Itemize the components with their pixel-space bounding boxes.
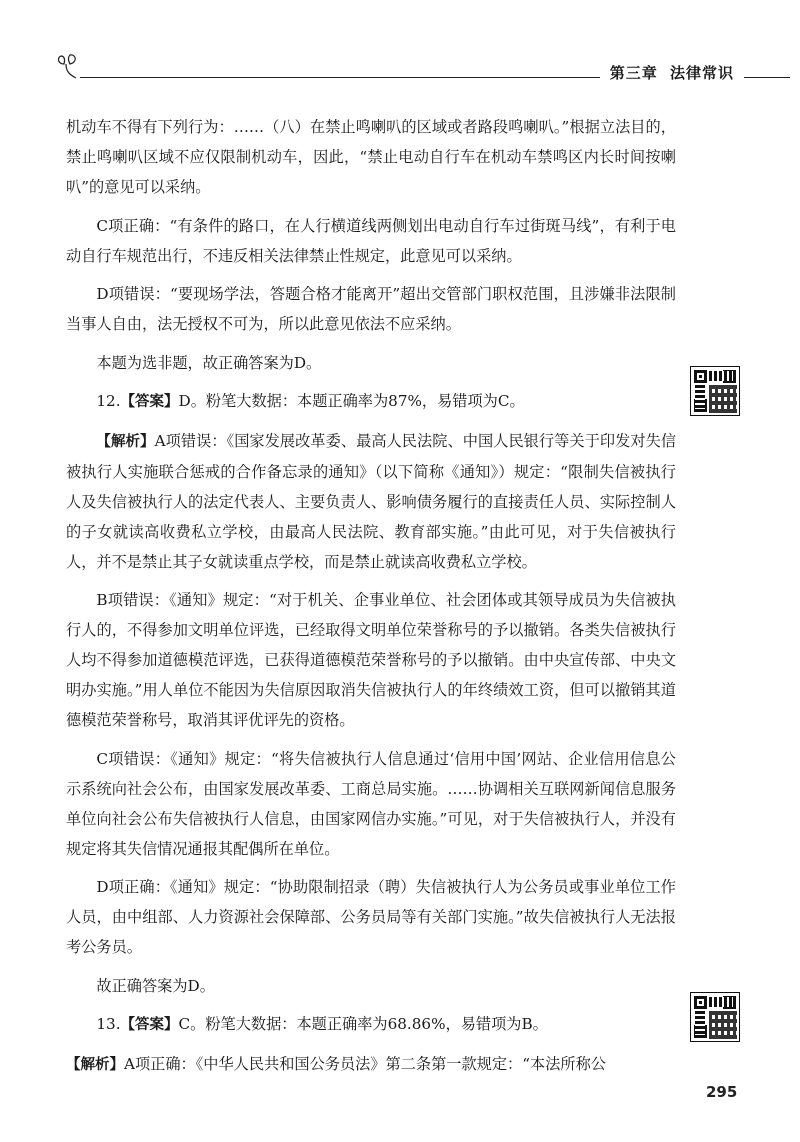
page-header (54, 52, 790, 82)
q13-analysis-text: A项正确：《中华人民共和国公务员法》第二条第一款规定：“本法所称公 (124, 1054, 606, 1073)
paragraph: C项正确：“有条件的路口，在人行横道线两侧划出电动自行车过街斑马线”，有利于电动自行车规范出行，不违反相关法律禁止性规定，此意见可以采纳。 (66, 216, 676, 265)
page-number: 295 (706, 1083, 738, 1101)
analysis-tag: 【解析】 (66, 1056, 124, 1073)
q13-answer-text: C。粉笔大数据：本题正确率为68.86%，易错项为B。 (178, 1015, 548, 1033)
answer-tag: 【答案】 (120, 394, 179, 410)
qr-code-q12[interactable] (690, 366, 740, 416)
header-rule-left (80, 77, 600, 78)
page-body (66, 112, 676, 1088)
paragraph: D项正确：《通知》规定：“协助限制招录（聘）失信被执行人为公务员或事业单位工作人员，由中组部、人力资源社会保障部、公务员局等有关部门实施。”故失信被执行人无法报考公务员。 (66, 878, 676, 956)
paragraph: C项错误：《通知》规定：“将失信被执行人信息通过‘信用中国’网站、企业信用信息公示系统向社会公布，由国家发展改革委、工商总局实施。……协调相关互联网新闻信息服务单位向社会公布失信被执行人信息，由国家网信办实施。”可见，对于失信被执行人，并没有规定将其失信情况通报其配偶所在单位。 (66, 749, 676, 858)
q13-analysis (66, 1049, 676, 1080)
q12-answer-text: D。粉笔大数据：本题正确率为87%，易错项为C。 (178, 392, 525, 410)
q12-analysis-text: A项错误：《国家发展改革委、最高人民法院、中国人民银行等关于印发对失信被执行人实施联合惩戒的合作备忘录的通知》（以下简称《通知》）规定：“限制失信被执行人及失信被执行人的法定代表人、主要负责人、影响债务履行的直接责任人员、实际控制人的子女就读高收费私立学校，由最高人民法院、教育部实施。”由此可见，对于失信被执行人，并不是禁止其子女就读重点学校，而是禁止就读高收费私立学校。 (66, 431, 677, 571)
chapter-title (604, 62, 734, 83)
section-label: 法律常识 (669, 64, 734, 82)
chapter-label: 第三章 (609, 64, 658, 82)
q13-answer (66, 1009, 676, 1040)
answer-tag: 【答案】 (120, 1017, 179, 1033)
qr-code-q13[interactable] (690, 992, 740, 1042)
paragraph: B项错误：《通知》规定：“对于机关、企事业单位、社会团体或其领导成员为失信被执行人的，不得参加文明单位评选，已经取得文明单位荣誉称号的予以撤销。各类失信被执行人均不得参加道德模范评选，已获得道德模范荣誉称号的予以撤销。由中央宣传部、中央文明办实施。”用人单位不能因为失信原因取消失信被执行人的年终绩效工资，但可以撤销其道德模范荣誉称号，取消其评优评先的资格。 (66, 591, 676, 729)
header-rule-right (744, 77, 790, 78)
paragraph: 故正确答案为D。 (96, 976, 215, 995)
paragraph: D项错误：“要现场学法，答题合格才能离开”超出交管部门职权范围，且涉嫌非法限制当事人自由，法无授权不可为，所以此意见依法不应采纳。 (66, 285, 676, 333)
paragraph: 本题为选非题，故正确答案为D。 (96, 353, 322, 372)
q12-answer (66, 386, 676, 417)
sprout-icon (54, 52, 84, 80)
q12-analysis (66, 426, 676, 577)
q12-number: 12. (96, 392, 121, 410)
analysis-tag: 【解析】 (96, 433, 155, 450)
q13-number: 13. (96, 1015, 121, 1033)
paragraph: 机动车不得有下列行为：……（八）在禁止鸣喇叭的区域或者路段鸣喇叭。”根据立法目的，禁止鸣喇叭区域不应仅限制机动车，因此，“禁止电动自行车在机动车禁鸣区内长时间按喇叭”的意见可以采纳。 (66, 118, 676, 196)
